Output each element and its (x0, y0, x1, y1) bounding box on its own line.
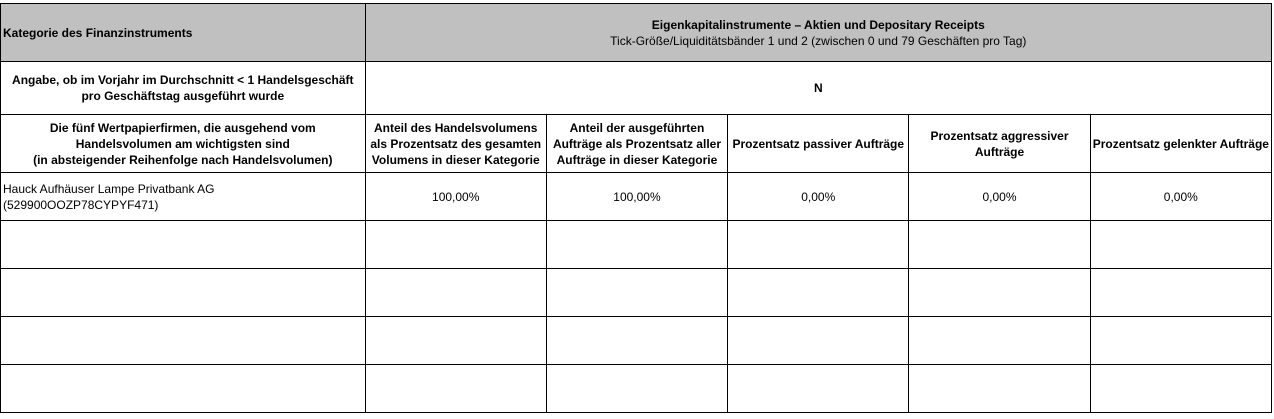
empty-cell (728, 221, 909, 269)
empty-table-row (1, 365, 1272, 413)
passive-value: 0,00% (801, 189, 836, 204)
empty-table-row (1, 317, 1272, 365)
column-header-firms-line1: Die fünf Wertpapierfirmen, die ausgehend vom (49, 120, 316, 135)
empty-cell (1, 365, 366, 413)
instrument-title: Eigenkapitalinstrumente – Aktien und Depositary Receipts (651, 17, 985, 32)
empty-cell (1090, 317, 1271, 365)
empty-cell (1090, 365, 1271, 413)
passive-cell (728, 173, 909, 221)
empty-cell (365, 269, 546, 317)
empty-cell (1090, 221, 1271, 269)
category-label: Kategorie des Finanzinstruments (3, 25, 193, 40)
empty-cell (728, 317, 909, 365)
firm-name: Hauck Aufhäuser Lampe Privatbank AG (3, 181, 215, 196)
empty-cell (546, 365, 727, 413)
orders-share-value: 100,00% (613, 189, 661, 204)
column-header-volume-share (365, 115, 546, 173)
column-header-firms-line2: Handelsvolumen am wichtigsten sind (75, 136, 290, 151)
execution-venue-report-table (0, 3, 1272, 413)
trade-frequency-label-line1: Angabe, ob im Vorjahr im Durchschnitt < 1 Handelsgeschäft (12, 73, 354, 87)
column-header-orders-share (546, 115, 727, 173)
column-header-volume-share-line2: als Prozentsatz des gesamten (370, 136, 542, 151)
empty-cell (365, 317, 546, 365)
firm-lei: (529900OOZP78CYPYF471) (3, 197, 159, 212)
empty-cell (728, 365, 909, 413)
trade-frequency-label-line2: pro Geschäftstag ausgeführt wurde (81, 89, 285, 103)
table-row (1, 173, 1272, 221)
column-header-directed-line1: Prozentsatz gelenkter Aufträge (1092, 136, 1269, 151)
trade-frequency-value-cell (365, 62, 1271, 115)
column-header-volume-share-line3: Volumens in dieser Kategorie (371, 152, 540, 167)
column-header-orders-share-line2: Aufträge als Prozentsatz aller (552, 136, 721, 151)
column-header-passive-line1: Prozentsatz passiver Aufträge (732, 136, 905, 151)
empty-cell (546, 221, 727, 269)
empty-cell (1, 221, 366, 269)
empty-cell (909, 269, 1090, 317)
empty-cell (546, 269, 727, 317)
empty-table-row (1, 221, 1272, 269)
trade-frequency-flag-row (1, 62, 1272, 115)
empty-cell (365, 365, 546, 413)
column-header-aggressive (909, 115, 1090, 173)
table-header-row (1, 4, 1272, 62)
column-header-firms (1, 115, 366, 173)
empty-cell (728, 269, 909, 317)
orders-share-cell (546, 173, 727, 221)
empty-cell (1, 317, 366, 365)
trade-frequency-value: N (813, 81, 823, 95)
column-header-aggressive-line2: Aufträge (974, 144, 1025, 159)
column-header-firms-line3: (in absteigender Reihenfolge nach Handelsvolumen) (33, 152, 333, 167)
empty-cell (909, 317, 1090, 365)
empty-cell (1090, 269, 1271, 317)
column-header-directed (1090, 115, 1271, 173)
volume-share-value: 100,00% (432, 189, 480, 204)
aggressive-cell (909, 173, 1090, 221)
column-headers-row (1, 115, 1272, 173)
column-header-orders-share-line1: Anteil der ausgeführten (569, 120, 705, 135)
empty-cell (909, 365, 1090, 413)
column-header-orders-share-line3: Aufträge in dieser Kategorie (556, 152, 718, 167)
empty-cell (546, 317, 727, 365)
volume-share-cell (365, 173, 546, 221)
column-header-aggressive-line1: Prozentsatz aggressiver (930, 128, 1069, 143)
instrument-subtitle: Tick-Größe/Liquiditätsbänder 1 und 2 (zwischen 0 und 79 Geschäften pro Tag) (610, 33, 1027, 48)
category-label-cell (1, 4, 366, 62)
instrument-category-cell (365, 4, 1271, 62)
empty-cell (365, 221, 546, 269)
aggressive-value: 0,00% (982, 189, 1017, 204)
firm-cell (1, 173, 366, 221)
trade-frequency-label-cell (1, 62, 366, 115)
empty-table-row (1, 269, 1272, 317)
column-header-volume-share-line1: Anteil des Handelsvolumens (374, 120, 538, 135)
empty-cell (1, 269, 366, 317)
empty-cell (909, 221, 1090, 269)
directed-cell (1090, 173, 1271, 221)
column-header-passive (728, 115, 909, 173)
directed-value: 0,00% (1163, 189, 1198, 204)
